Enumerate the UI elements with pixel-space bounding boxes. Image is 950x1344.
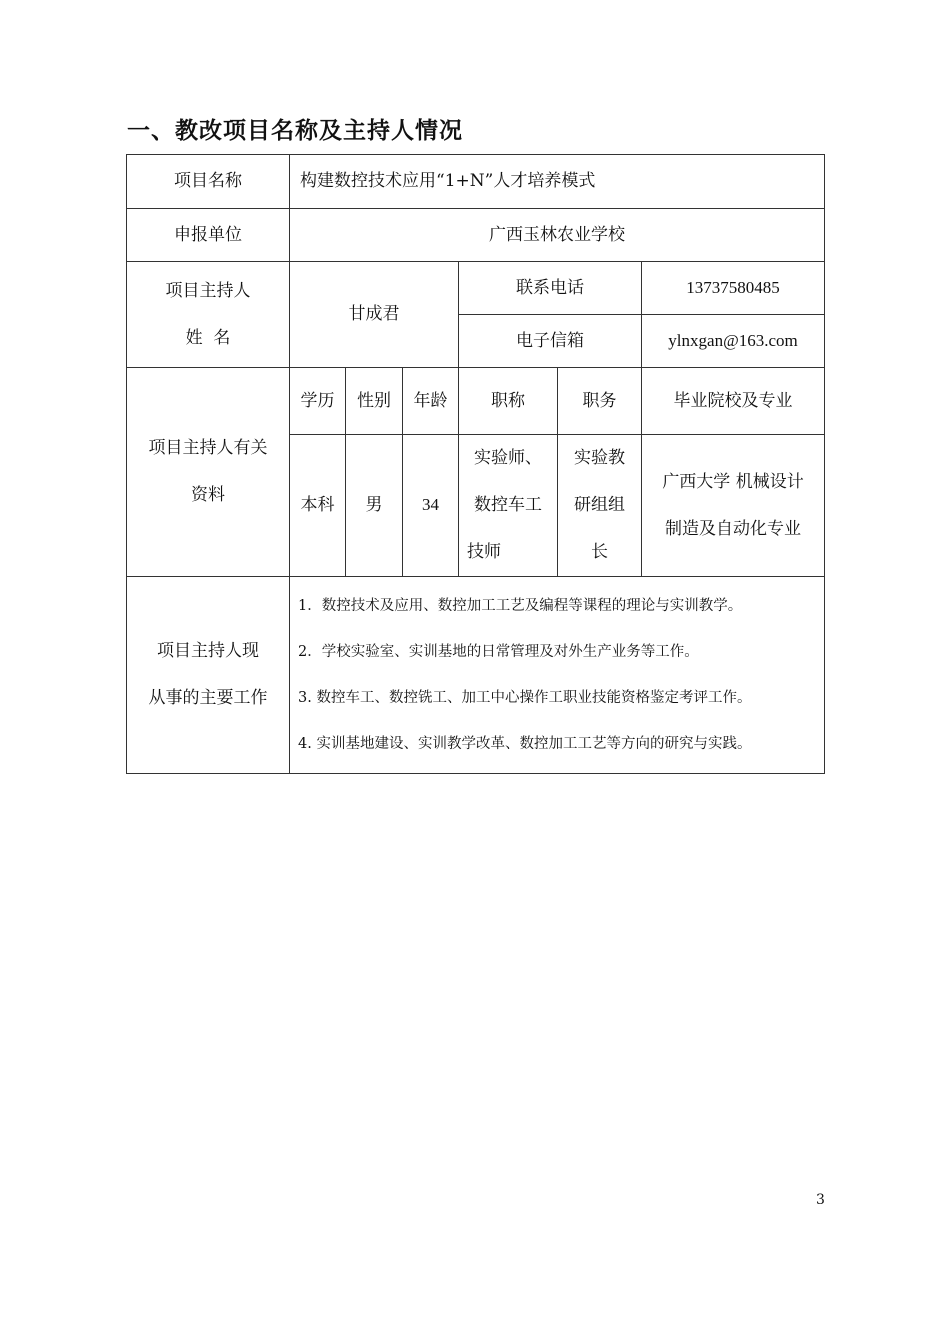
row-main-work [127, 577, 825, 774]
value-gender: 男 [346, 435, 403, 577]
work-label-line1: 项目主持人现 [157, 641, 259, 661]
work-label [127, 577, 290, 774]
phone-value: 13737580485 [642, 262, 825, 315]
row-info-headers [127, 368, 825, 435]
header-gender: 性别 [346, 368, 403, 435]
header-school-major: 毕业院校及专业 [642, 368, 825, 435]
value-title-line3: 技师 [467, 542, 501, 562]
row-applying-unit [127, 209, 825, 262]
host-name-label-line1: 项目主持人 [165, 280, 251, 301]
phone-label: 联系电话 [459, 262, 642, 315]
value-school-major [642, 435, 825, 577]
work-item: 4. 实训基地建设、实训教学改革、数控加工工艺等方向的研究与实践。 [298, 736, 752, 752]
work-item: 3. 数控车工、数控铣工、加工中心操作工职业技能资格鉴定考评工作。 [298, 690, 752, 706]
applying-unit-label: 申报单位 [127, 209, 290, 262]
page-number: 3 [816, 1192, 825, 1208]
host-name-value: 甘成君 [290, 262, 459, 368]
work-item: 1．数控技术及应用、数控加工工艺及编程等课程的理论与实训教学。 [298, 598, 743, 614]
work-item: 2．学校实验室、实训基地的日常管理及对外生产业务等工作。 [298, 644, 699, 660]
header-title: 职称 [459, 368, 558, 435]
section-title: 一、教改项目名称及主持人情况 [127, 118, 463, 144]
project-info-table [126, 154, 825, 774]
row-project-name [127, 155, 825, 209]
header-position: 职务 [558, 368, 642, 435]
value-position [558, 435, 642, 577]
value-title [459, 435, 558, 577]
value-title-line1: 实验师、 [474, 448, 542, 468]
email-label: 电子信箱 [459, 315, 642, 368]
value-title-line2: 数控车工 [474, 495, 542, 515]
work-list [290, 577, 825, 774]
email-value: ylnxgan@163.com [642, 315, 825, 368]
info-section-label-line2: 资料 [191, 485, 225, 505]
value-position-line3: 长 [591, 542, 608, 562]
value-education: 本科 [290, 435, 346, 577]
value-position-line1: 实验教 [574, 448, 625, 468]
row-host-phone [127, 262, 825, 315]
value-position-line2: 研组组 [574, 495, 625, 515]
info-section-label [127, 368, 290, 577]
host-name-label-line2: 姓 名 [185, 327, 231, 348]
value-school-line2: 制造及自动化专业 [665, 518, 802, 539]
host-name-label [127, 262, 290, 368]
project-name-label: 项目名称 [127, 155, 290, 209]
header-education: 学历 [290, 368, 346, 435]
info-section-label-line1: 项目主持人有关 [148, 438, 268, 458]
value-age: 34 [403, 435, 459, 577]
applying-unit-value: 广西玉林农业学校 [290, 209, 825, 262]
project-name-value: 构建数控技术应用“1+N”人才培养模式 [290, 155, 825, 209]
header-age: 年龄 [403, 368, 459, 435]
work-label-line2: 从事的主要工作 [148, 688, 268, 708]
value-school-line1: 广西大学 机械设计 [662, 471, 804, 492]
